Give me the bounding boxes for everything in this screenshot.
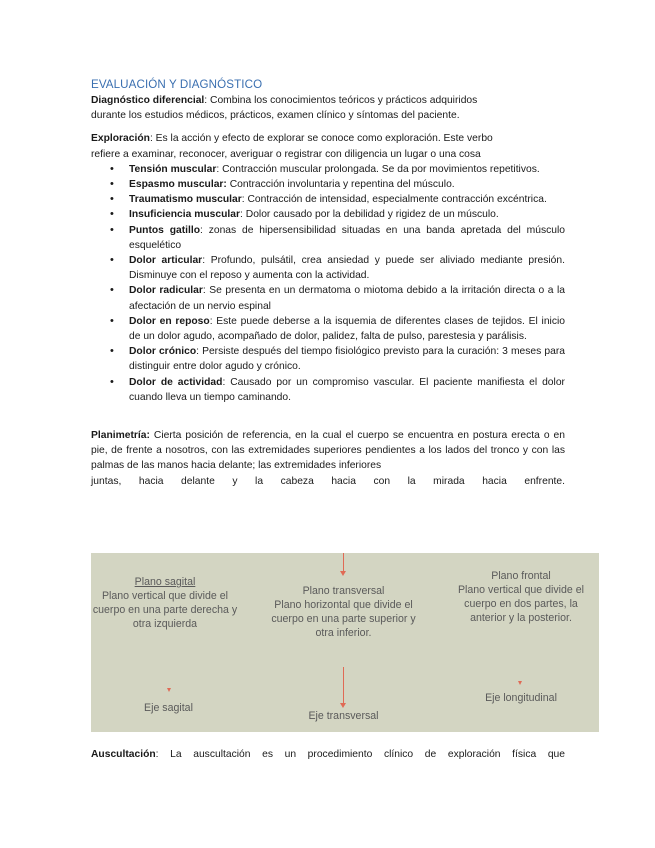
plano-sagital bbox=[91, 575, 239, 631]
plano-sagital-title: Plano sagital bbox=[134, 576, 196, 588]
exploracion-line1: : Es la acción y efecto de explorar se conoce como exploración. Este verbo bbox=[149, 133, 493, 145]
item-term: Traumatismo muscular bbox=[129, 194, 242, 206]
arrow-line bbox=[343, 553, 344, 571]
list-item bbox=[129, 207, 565, 222]
item-term: Dolor de actividad bbox=[129, 376, 223, 388]
eje-transversal: Eje transversal bbox=[308, 710, 379, 722]
diagnostico-line1: : Combina los conocimientos teóricos y prácticos adquiridos bbox=[204, 95, 478, 106]
diagnostico-term: Diagnóstico diferencial bbox=[91, 95, 205, 106]
marker-icon bbox=[167, 688, 171, 692]
list-item bbox=[129, 344, 565, 374]
list-item bbox=[129, 375, 565, 405]
eje-longitudinal: Eje longitudinal bbox=[485, 692, 557, 704]
exploracion-list bbox=[91, 162, 565, 405]
list-item bbox=[129, 162, 565, 177]
plano-frontal-desc: Plano vertical que divide el cuerpo en dos partes, la anterior y la posterior. bbox=[457, 584, 585, 624]
exploracion-term: Exploración bbox=[91, 133, 150, 145]
plano-frontal-title: Plano frontal bbox=[491, 570, 551, 582]
item-term: Dolor en reposo bbox=[129, 315, 210, 327]
item-term: Dolor crónico bbox=[129, 346, 197, 358]
item-term: Puntos gatillo bbox=[129, 224, 201, 236]
planimetria-text: Cierta posición de referencia, en la cual el cuerpo se encuentra en postura erecta o en pie, de frente a nosotros, con las extremidades superiores pendientes a los lados del tronco y con las palmas de las manos hacia delante; las extremidades inferiores bbox=[91, 430, 565, 472]
plano-transversal-title: Plano transversal bbox=[302, 585, 385, 597]
plano-transversal bbox=[271, 584, 416, 640]
item-text: : zonas de hipersensibilidad situadas en una banda apretada del músculo esquelético bbox=[129, 224, 565, 251]
diagnostico-paragraph bbox=[91, 93, 565, 123]
exploracion-paragraph bbox=[91, 131, 565, 161]
item-text: : Dolor causado por la debilidad y rigidez de un músculo. bbox=[240, 209, 499, 221]
list-item bbox=[129, 192, 565, 207]
arrow-line bbox=[343, 667, 344, 704]
item-text: : Causado por un compromiso vascular. El paciente manifiesta el dolor cuando lleva un tiempo caminando. bbox=[129, 376, 565, 403]
exploracion-line2: refiere a examinar, reconocer, averiguar o registrar con diligencia un lugar o una cosa bbox=[91, 148, 481, 160]
eje-sagital: Eje sagital bbox=[144, 702, 193, 714]
planimetria-paragraph bbox=[91, 428, 565, 474]
arrow-head-icon bbox=[340, 703, 346, 708]
item-text: : Se presenta en un dermatoma o miotoma debido a la irritación directa o a la afectación de un nervio espinal bbox=[129, 285, 566, 312]
item-term: Dolor radicular bbox=[129, 285, 203, 297]
arrow-head-icon bbox=[340, 571, 346, 576]
item-term: Tensión muscular bbox=[129, 163, 217, 175]
list-item bbox=[129, 314, 565, 344]
list-item bbox=[129, 223, 565, 253]
item-term: Insuficiencia muscular bbox=[129, 209, 241, 221]
item-text: : Este puede deberse a la isquemia de diferentes clases de tejidos. El inicio de un dolor agudo, acompañado de dolor, palidez, falta de pulso, parestesia y parálisis. bbox=[129, 315, 566, 343]
list-item bbox=[129, 177, 565, 192]
item-text: : Persiste después del tiempo fisiológico previsto para la curación: 3 meses para distinguir entre dolor agudo y crónico. bbox=[129, 346, 565, 373]
diagnostico-line2: durante los estudios médicos, prácticos, examen clínico y síntomas del paciente. bbox=[91, 110, 460, 122]
item-text: : Contracción muscular prolongada. Se da por movimientos repetitivos. bbox=[216, 163, 540, 175]
item-term: Espasmo muscular: bbox=[129, 179, 227, 191]
item-term: Dolor articular bbox=[129, 255, 203, 267]
auscultacion-term: Auscultación bbox=[91, 749, 156, 760]
item-text: : Contracción de intensidad, especialmente contracción excéntrica. bbox=[241, 194, 547, 206]
section-heading: EVALUACIÓN Y DIAGNÓSTICO bbox=[91, 78, 263, 91]
document-body bbox=[91, 78, 565, 489]
plano-transversal-desc: Plano horizontal que divide el cuerpo en una parte superior y otra inferior. bbox=[271, 599, 416, 639]
auscultacion-text: : La auscultación es un procedimiento clínico de exploración física que bbox=[155, 749, 565, 760]
list-item bbox=[129, 283, 565, 313]
auscultacion-paragraph bbox=[91, 747, 565, 762]
plano-sagital-desc: Plano vertical que divide el cuerpo en una parte derecha y otra izquierda bbox=[92, 590, 238, 630]
planimetria-term: Planimetría: bbox=[91, 430, 150, 442]
item-text: Contracción involuntaria y repentina del músculo. bbox=[226, 179, 455, 191]
list-item bbox=[129, 253, 565, 283]
planes-diagram bbox=[91, 553, 599, 732]
plano-frontal bbox=[446, 569, 596, 625]
marker-icon bbox=[518, 681, 522, 685]
item-text: : Profundo, pulsátil, crea ansiedad y puede ser aliviado mediante presión. Disminuye con el reposo y aumenta con la actividad. bbox=[129, 255, 565, 282]
planimetria-last-line: juntas, hacia delante y la cabeza hacia con la mirada hacia enfrente. bbox=[91, 475, 565, 487]
